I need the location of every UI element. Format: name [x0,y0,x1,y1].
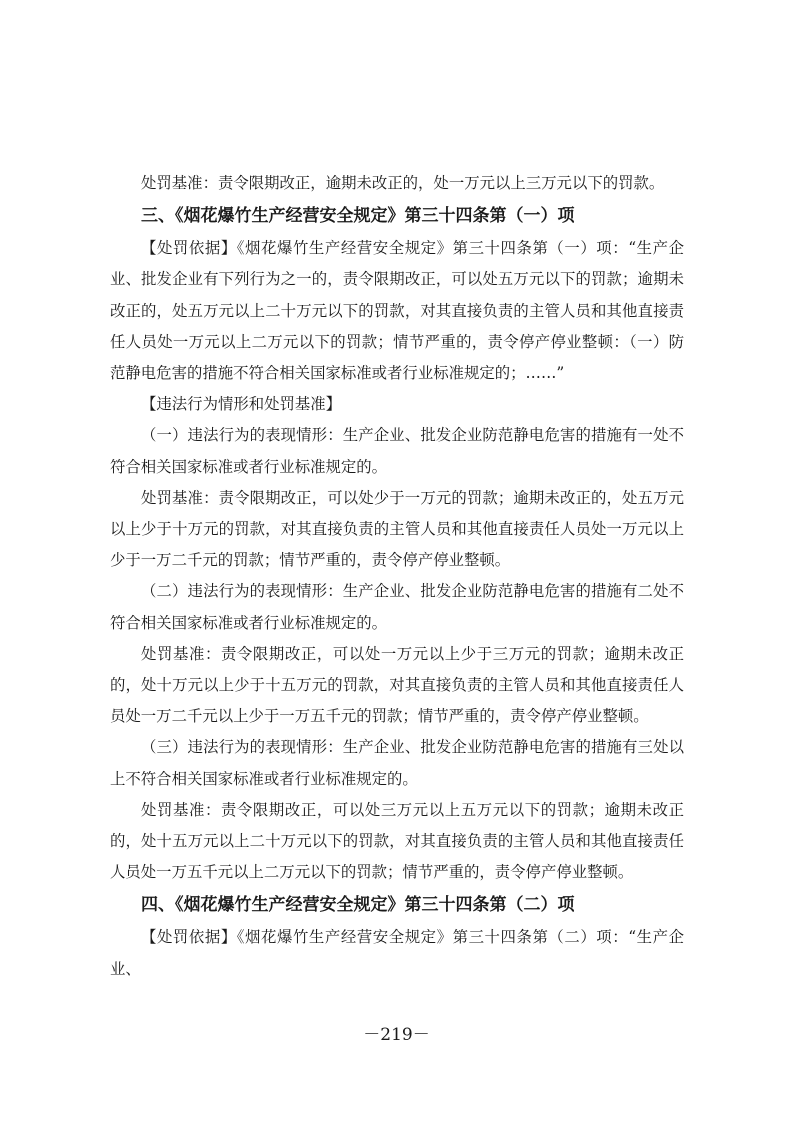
section-heading-4: 四、《烟花爆竹生产经营安全规定》第三十四条第（二）项 [141,895,575,916]
document-body [110,168,684,985]
paragraph-standard-3: 处罚基准：责令限期改正，可以处三万元以上五万元以下的罚款；逾期未改正的，处十五万元以上二十万元以下的罚款，对其直接负责的主管人员和其他直接责任人员处一万五千元以上二万元以下的罚款；情节严重的，责令停产停业整顿。 [110,800,684,882]
paragraph-penalty-standard-intro: 处罚基准：责令限期改正，逾期未改正的，处一万元以上三万元以下的罚款。 [141,174,665,192]
paragraph-penalty-basis-4: 【处罚依据】《烟花爆竹生产经营安全规定》第三十四条第（二）项：“生产企业、 [110,928,684,978]
page-number: －219－ [363,1025,430,1045]
paragraph-standard-2: 处罚基准：责令限期改正，可以处一万元以上少于三万元的罚款；逾期未改正的，处十万元以上少于十五万元的罚款，对其直接负责的主管人员和其他直接责任人员处一万二千元以上少于一万五千元的罚款；情节严重的，责令停产停业整顿。 [110,644,684,726]
paragraph-case-1: （一）违法行为的表现情形：生产企业、批发企业防范静电危害的措施有一处不符合相关国家标准或者行业标准规定的。 [110,426,684,476]
paragraph-case-3: （三）违法行为的表现情形：生产企业、批发企业防范静电危害的措施有三处以上不符合相关国家标准或者行业标准规定的。 [110,738,684,788]
paragraph-standard-1: 处罚基准：责令限期改正，可以处少于一万元的罚款；逾期未改正的，处五万元以上少于十万元的罚款，对其直接负责的主管人员和其他直接责任人员处一万元以上少于一万二千元的罚款；情节严重的，责令停产停业整顿。 [110,488,684,570]
paragraph-case-2: （二）违法行为的表现情形：生产企业、批发企业防范静电危害的措施有二处不符合相关国家标准或者行业标准规定的。 [110,582,684,632]
paragraph-penalty-basis-3: 【处罚依据】《烟花爆竹生产经营安全规定》第三十四条第（一）项：“生产企业、批发企业有下列行为之一的，责令限期改正，可以处五万元以下的罚款；逾期未改正的，处五万元以上二十万元以下的罚款，对其直接负责的主管人员和其他直接责任人员处一万元以上二万元以下的罚款；情节严重的，责令停产停业整顿：（一）防范静电危害的措施不符合相关国家标准或者行业标准规定的；……” [110,239,684,383]
paragraph-violation-header: 【违法行为情形和处罚基准】 [141,395,342,414]
section-heading-3: 三、《烟花爆竹生产经营安全规定》第三十四条第（一）项 [141,206,575,227]
